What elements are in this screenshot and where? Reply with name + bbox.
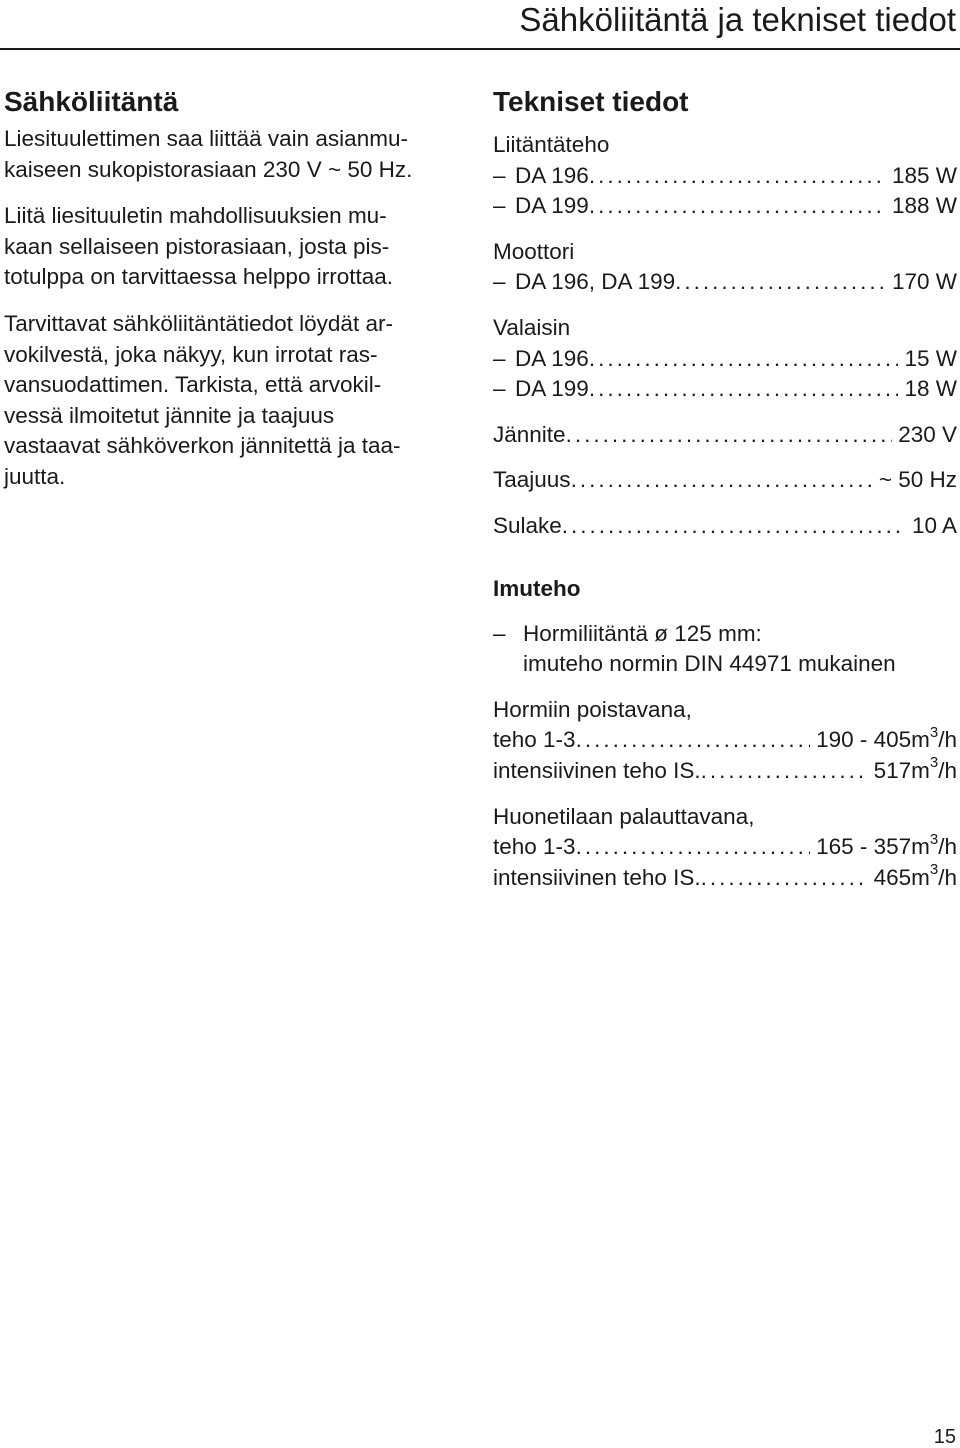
leader-dots bbox=[701, 756, 868, 787]
connection-power-group bbox=[493, 130, 957, 222]
voltage-group bbox=[493, 420, 957, 451]
dash: – bbox=[493, 162, 506, 188]
recirculation-group bbox=[493, 802, 957, 894]
spec-label: DA 199 bbox=[515, 193, 589, 219]
leader-dots bbox=[701, 863, 868, 894]
page-header bbox=[0, 0, 960, 50]
spec-row bbox=[493, 420, 957, 451]
spec-row bbox=[493, 374, 957, 405]
group-label: Hormiin poistavana, bbox=[493, 696, 692, 722]
spec-value: $165 - 357m^3/h$ bbox=[816, 830, 957, 860]
text-line: kaan sellaiseen pistorasiaan, josta pis- bbox=[4, 233, 390, 259]
group-label: Liitäntäteho bbox=[493, 132, 610, 157]
fuse-group bbox=[493, 511, 957, 542]
leader-dots bbox=[589, 374, 899, 405]
text-line: totulppa on tarvittaessa helppo irrottaa. bbox=[4, 264, 393, 290]
spec-label: teho 1-3 bbox=[493, 727, 576, 753]
text-line: vessä ilmoitetut jännite ja taajuus bbox=[4, 402, 335, 428]
spec-row bbox=[493, 832, 957, 863]
spec-value: 185 W bbox=[891, 162, 957, 188]
dash: – bbox=[493, 620, 506, 646]
spec-value: 18 W bbox=[904, 376, 957, 402]
spec-label: DA 196, DA 199 bbox=[515, 269, 676, 295]
exhaust-group bbox=[493, 695, 957, 787]
spec-label: Taajuus bbox=[493, 467, 571, 493]
leader-dots bbox=[566, 420, 893, 451]
dash: – bbox=[493, 269, 506, 295]
group-label: Huonetilaan palauttavana, bbox=[493, 803, 755, 829]
motor-group bbox=[493, 237, 957, 298]
leader-dots bbox=[576, 725, 811, 756]
spec-row bbox=[493, 465, 957, 496]
paragraph bbox=[4, 124, 474, 185]
dash: – bbox=[493, 193, 506, 219]
spec-value: 15 W bbox=[904, 345, 957, 371]
spec-value: 170 W bbox=[891, 269, 957, 295]
leader-dots bbox=[589, 191, 886, 222]
group-label: Valaisin bbox=[493, 314, 571, 340]
text-line: Liesituulettimen saa liittää vain asianmu- bbox=[4, 126, 408, 151]
spec-label: intensiivinen teho IS. bbox=[493, 864, 701, 890]
extraction-heading: Imuteho bbox=[493, 575, 581, 601]
spec-value: ~ 50 Hz bbox=[878, 467, 957, 493]
page-title: Sähköliitäntä ja tekniset tiedot bbox=[519, 1, 956, 38]
spec-label: DA 196 bbox=[515, 345, 589, 371]
text-line: Liitä liesituuletin mahdollisuuksien mu- bbox=[4, 203, 387, 229]
leader-dots bbox=[589, 344, 899, 375]
leader-dots bbox=[675, 267, 886, 298]
leader-dots bbox=[576, 832, 811, 863]
spec-row bbox=[493, 191, 957, 222]
spec-row bbox=[493, 267, 957, 298]
spec-value: $465m^3/h$ bbox=[873, 861, 957, 890]
dash: – bbox=[493, 345, 506, 371]
text-line: juutta. bbox=[4, 463, 66, 489]
spec-row bbox=[493, 725, 957, 756]
spec-row bbox=[493, 161, 957, 192]
spec-label: DA 196 bbox=[515, 162, 589, 188]
spec-row bbox=[493, 863, 957, 894]
header-rule bbox=[0, 48, 960, 50]
electrical-heading: Sähköliitäntä bbox=[4, 86, 179, 117]
paragraph bbox=[4, 309, 474, 493]
spec-value: 10 A bbox=[911, 512, 957, 538]
paragraph bbox=[4, 201, 474, 293]
spec-row bbox=[493, 344, 957, 375]
spec-label: intensiivinen teho IS. bbox=[493, 757, 701, 783]
text-line: imuteho normin DIN 44971 mukainen bbox=[523, 651, 896, 677]
spec-label: DA 199 bbox=[515, 376, 589, 402]
text-line: vokilvestä, joka näkyy, kun irrotat ras- bbox=[4, 341, 378, 367]
leader-dots bbox=[589, 161, 886, 192]
spec-value: $190 - 405m^3/h$ bbox=[816, 723, 957, 753]
spec-label: Sulake bbox=[493, 512, 562, 538]
group-label: Moottori bbox=[493, 238, 575, 264]
frequency-group bbox=[493, 465, 957, 496]
text-line: vansuodattimen. Tarkista, että arvokil- bbox=[4, 372, 382, 398]
text-line: kaiseen sukopistorasiaan 230 V ~ 50 Hz. bbox=[4, 156, 413, 182]
spec-label: Jännite bbox=[493, 421, 566, 447]
dash: – bbox=[493, 376, 506, 402]
text-line: Hormiliitäntä ø 125 mm: bbox=[523, 620, 762, 646]
electrical-section bbox=[4, 82, 474, 509]
list-item bbox=[493, 619, 957, 680]
text-line: Tarvittavat sähköliitäntätiedot löydät ar- bbox=[4, 310, 393, 336]
spec-label: teho 1-3 bbox=[493, 834, 576, 860]
spec-row bbox=[493, 756, 957, 787]
page-number: 15 bbox=[933, 1426, 956, 1448]
technical-heading: Tekniset tiedot bbox=[493, 86, 689, 117]
text-line: vastaavat sähköverkon jännitettä ja taa- bbox=[4, 433, 401, 459]
leader-dots bbox=[562, 511, 906, 542]
extraction-section bbox=[493, 574, 957, 894]
spec-row bbox=[493, 511, 957, 542]
lighting-group bbox=[493, 313, 957, 405]
spec-value: 188 W bbox=[891, 193, 957, 219]
leader-dots bbox=[571, 465, 873, 496]
technical-section bbox=[493, 82, 957, 908]
spec-value: $517m^3/h$ bbox=[873, 754, 957, 783]
spec-value: 230 V bbox=[898, 421, 957, 447]
